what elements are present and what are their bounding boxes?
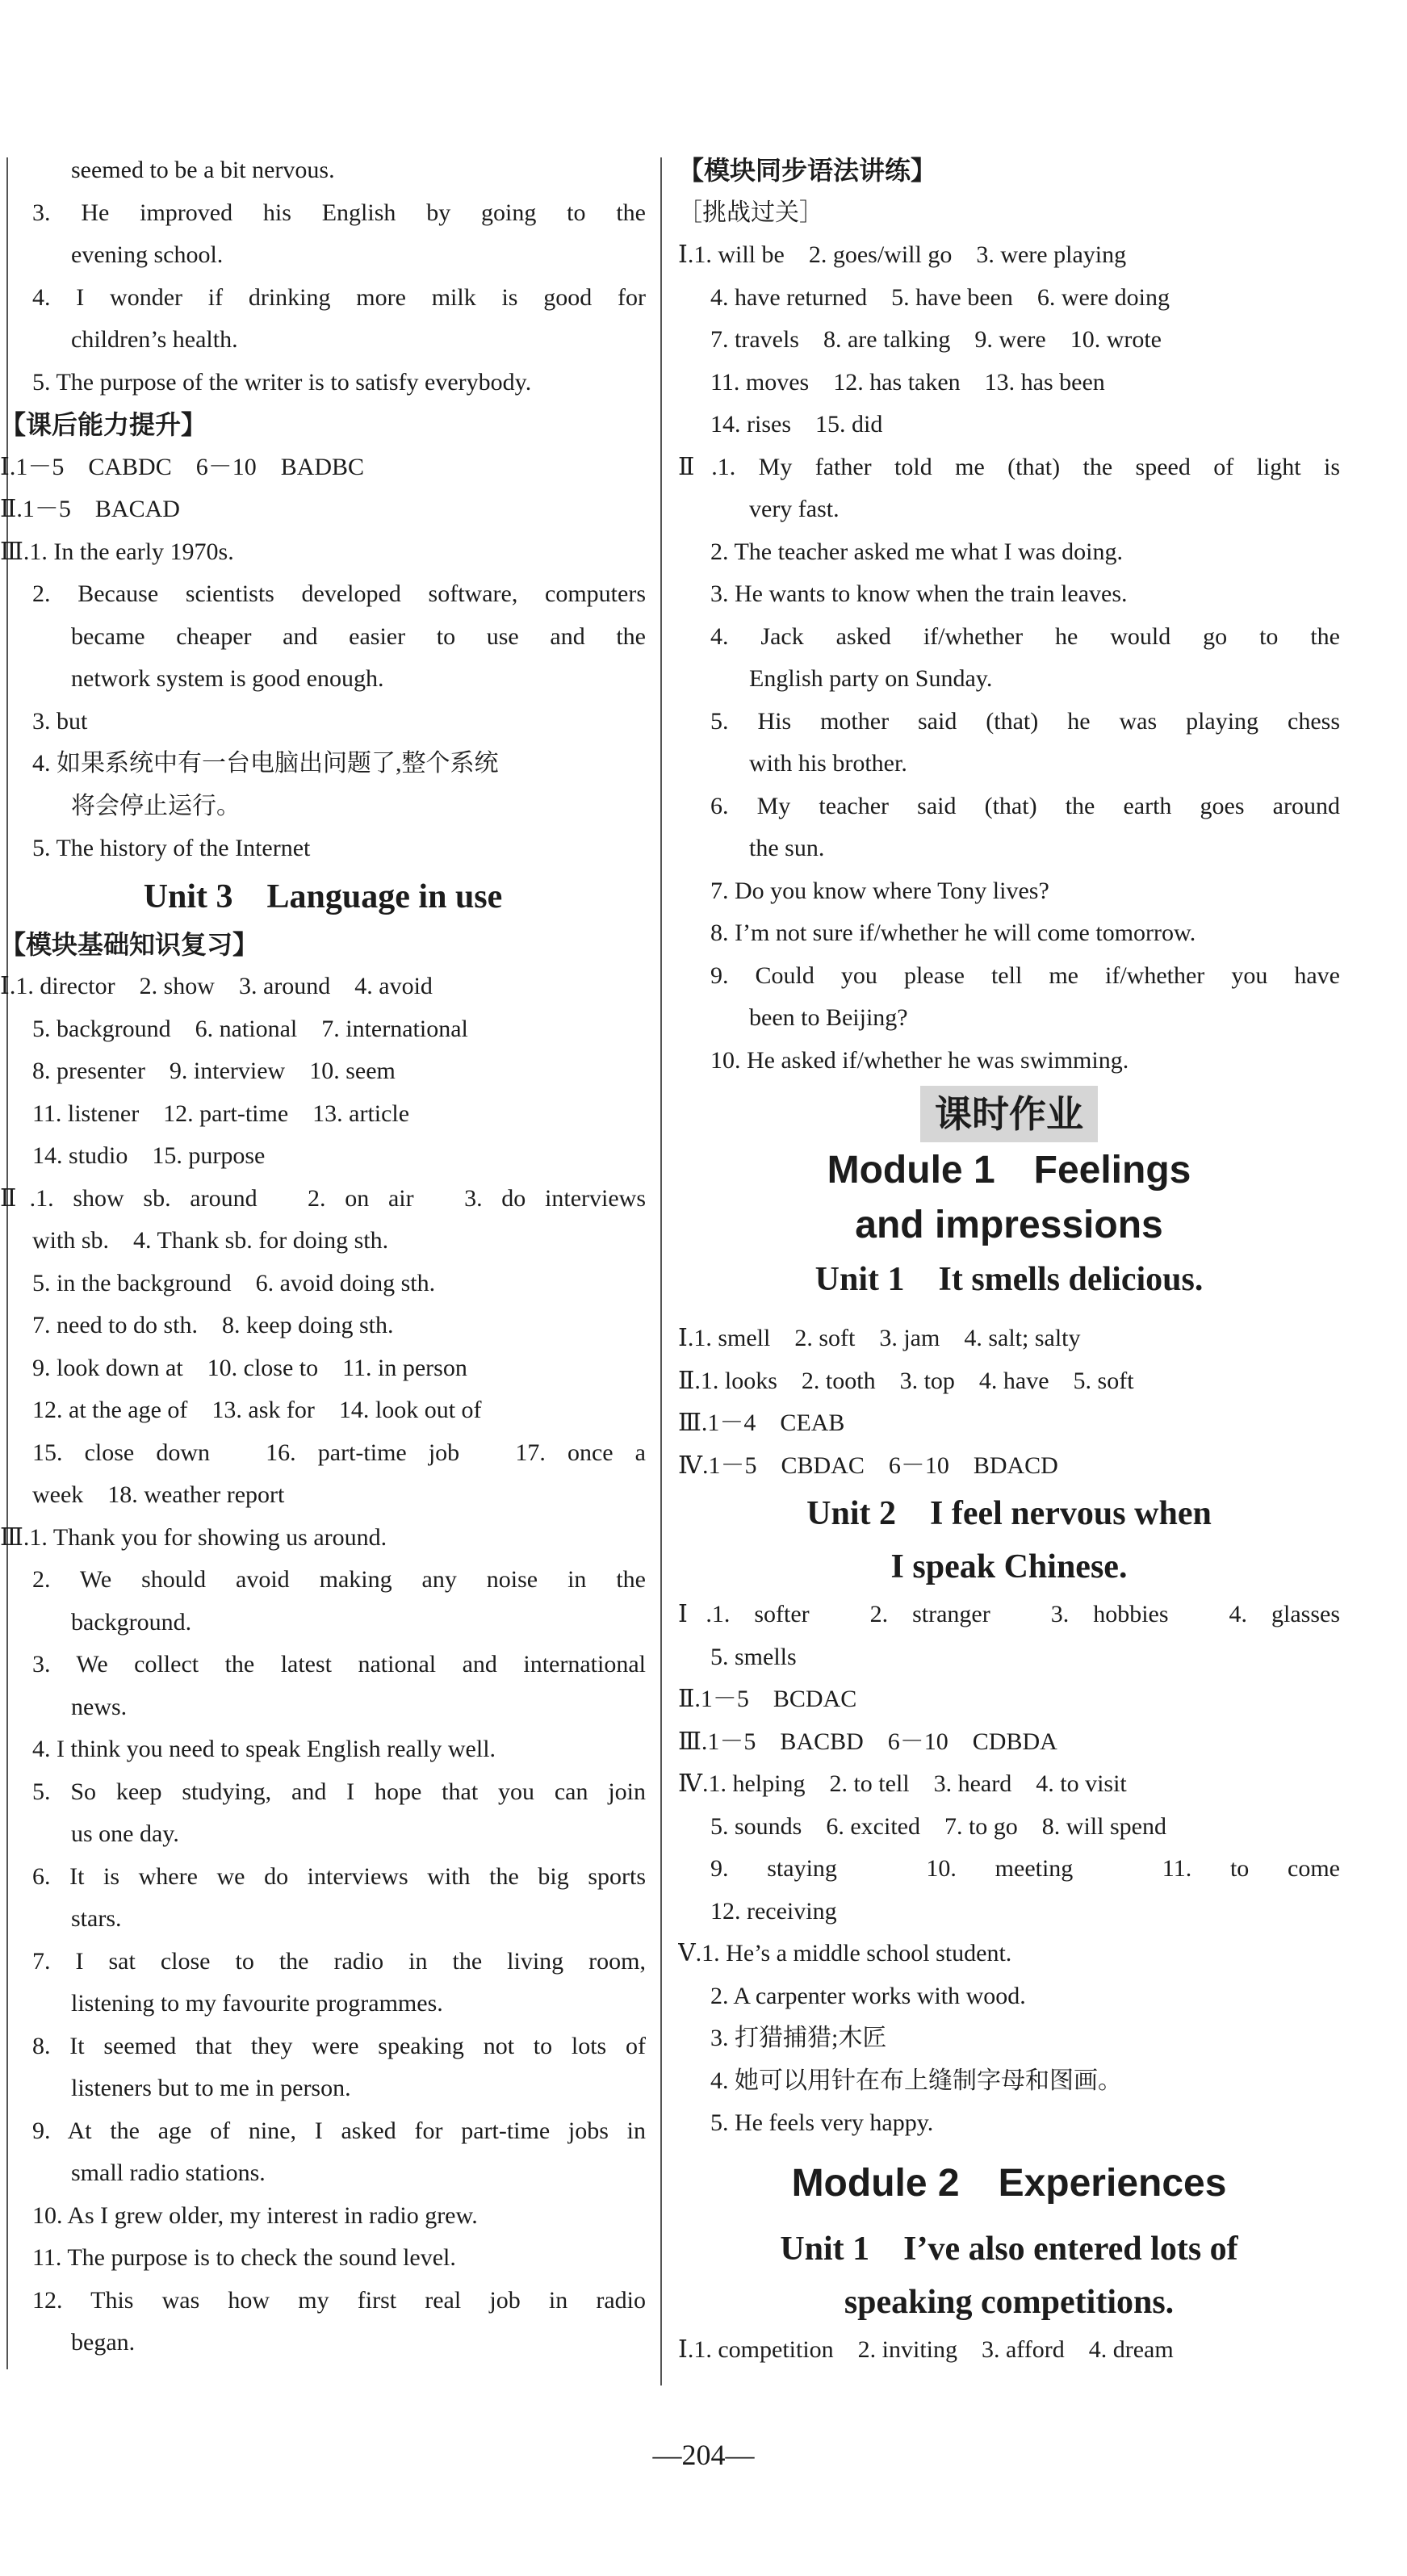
spacer bbox=[678, 2145, 1340, 2156]
answer-line: 2. We should avoid making any noise in the bbox=[32, 1566, 646, 1593]
answer-line: 4. 如果系统中有一台电脑出问题了,整个系统 bbox=[32, 750, 499, 777]
answer-line: began. bbox=[71, 2329, 136, 2356]
answer-line: Ⅰ.1. softer 2. stranger 3. hobbies 4. glasses bbox=[678, 1601, 1340, 1627]
answer-line: 14. studio 15. purpose bbox=[32, 1142, 266, 1169]
answer-line: 12. receiving bbox=[710, 1897, 837, 1925]
answer-line: Ⅰ.1. competition 2. inviting 3. afford 4. dream bbox=[678, 2335, 1174, 2363]
answer-line: listeners but to me in person. bbox=[71, 2075, 351, 2101]
answer-line: 3. 打猎捕猎;木匠 bbox=[710, 2025, 887, 2051]
answer-line: Ⅱ.1. show sb. around 2. on air 3. do interviews bbox=[0, 1184, 646, 1212]
answer-line: 7. travels 8. are talking 9. were 10. wrote bbox=[710, 326, 1162, 353]
spacer bbox=[678, 2211, 1340, 2222]
answer-line: Ⅱ.1. looks 2. tooth 3. top 4. have 5. soft bbox=[678, 1367, 1134, 1394]
answer-line: 6. My teacher said (that) the earth goes around bbox=[710, 792, 1340, 819]
answer-line: 11. The purpose is to check the sound level. bbox=[32, 2244, 456, 2271]
answer-line: 9. look down at 10. close to 11. in person bbox=[32, 1354, 467, 1381]
answer-line: 8. presenter 9. interview 10. seem bbox=[32, 1058, 396, 1084]
answer-line: 9. At the age of nine, I asked for part-time jobs in bbox=[32, 2117, 646, 2144]
section-heading: 【课后能力提升】 bbox=[0, 409, 207, 440]
answer-line: background. bbox=[71, 1608, 192, 1636]
module-heading: Module 2 Experiences bbox=[791, 2161, 1227, 2205]
answer-line: Ⅳ.1－5 CBDAC 6－10 BDACD bbox=[678, 1451, 1058, 1479]
answer-line: 将会停止运行。 bbox=[71, 792, 241, 819]
answer-line: with sb. 4. Thank sb. for doing sth. bbox=[32, 1227, 389, 1254]
section-banner bbox=[678, 1082, 1340, 1143]
page-number: —204— bbox=[652, 2439, 755, 2471]
answer-line: children’s health. bbox=[71, 326, 238, 353]
answer-line: 12. This was how my first real job in radio bbox=[32, 2286, 646, 2314]
answer-line: 9. Could you please tell me if/whether you have bbox=[710, 961, 1340, 989]
answer-line: 5. in the background 6. avoid doing sth. bbox=[32, 1269, 436, 1296]
answer-line: 5. So keep studying, and I hope that you can join bbox=[32, 1778, 646, 1805]
module-heading: and impressions bbox=[855, 1204, 1163, 1246]
answer-line: network system is good enough. bbox=[71, 665, 384, 692]
answer-line: news. bbox=[71, 1693, 128, 1720]
answer-line: 4. have returned 5. have been 6. were doing bbox=[710, 283, 1170, 311]
answer-line: 4. I think you need to speak English really well. bbox=[32, 1736, 496, 1762]
answer-line: 9. staying 10. meeting 11. to come bbox=[710, 1855, 1340, 1882]
answer-line: Ⅲ.1－4 CEAB bbox=[678, 1409, 845, 1436]
answer-line: English party on Sunday. bbox=[749, 665, 993, 692]
answer-line: 8. It seemed that they were speaking not to lots of bbox=[32, 2032, 646, 2059]
answer-line: 5. His mother said (that) he was playing chess bbox=[710, 707, 1340, 735]
section-banner-label: 课时作业 bbox=[920, 1086, 1098, 1142]
answer-line: 5. The purpose of the writer is to satisfy everybody. bbox=[32, 368, 532, 396]
answer-line: very fast. bbox=[749, 496, 840, 522]
right-column bbox=[678, 149, 1340, 2371]
answer-line: 3. He wants to know when the train leaves. bbox=[710, 580, 1128, 607]
answer-line: 11. listener 12. part-time 13. article bbox=[32, 1100, 410, 1127]
answer-line: 10. He asked if/whether he was swimming. bbox=[710, 1046, 1129, 1074]
answer-line: 7. Do you know where Tony lives? bbox=[710, 877, 1049, 904]
answer-line: 12. at the age of 13. ask for 14. look out of bbox=[32, 1397, 482, 1423]
answer-line: 2. A carpenter works with wood. bbox=[710, 1982, 1026, 2009]
answer-line: 2. The teacher asked me what I was doing. bbox=[710, 538, 1123, 565]
answer-line: Ⅲ.1. In the early 1970s. bbox=[0, 538, 234, 565]
answer-line: been to Beijing? bbox=[749, 1004, 908, 1031]
answer-line: 14. rises 15. did bbox=[710, 411, 883, 438]
answer-line: evening school. bbox=[71, 241, 224, 268]
answer-line: 4. I wonder if drinking more milk is good for bbox=[32, 283, 646, 311]
answer-line: 8. I’m not sure if/whether he will come tomorrow. bbox=[710, 919, 1196, 946]
answer-line: 5. The history of the Internet bbox=[32, 835, 311, 861]
answer-line: 15. close down 16. part-time job 17. once a bbox=[32, 1439, 646, 1466]
answer-line: Ⅳ.1. helping 2. to tell 3. heard 4. to visit bbox=[678, 1770, 1127, 1797]
answer-line: 3. but bbox=[32, 707, 88, 735]
answer-line: Ⅲ.1. Thank you for showing us around. bbox=[0, 1523, 387, 1551]
section-heading: 【模块基础知识复习】 bbox=[0, 928, 259, 960]
answer-line: Ⅰ.1. will be 2. goes/will go 3. were playing bbox=[678, 241, 1127, 268]
answer-line: listening to my favourite programmes. bbox=[71, 1990, 443, 2017]
answer-line: Ⅱ.1－5 BCDAC bbox=[678, 1686, 857, 1712]
answer-line: became cheaper and easier to use and the bbox=[71, 622, 646, 650]
answer-line: the sun. bbox=[749, 835, 825, 861]
answer-line: week 18. weather report bbox=[32, 1481, 285, 1508]
answer-line: 3. He improved his English by going to the bbox=[32, 199, 646, 226]
answer-line: Ⅴ.1. He’s a middle school student. bbox=[678, 1940, 1012, 1967]
answer-line: with his brother. bbox=[749, 750, 907, 777]
column-divider bbox=[660, 157, 662, 2385]
section-heading: 【模块同步语法讲练】 bbox=[678, 155, 937, 186]
answer-line: 7. need to do sth. 8. keep doing sth. bbox=[32, 1312, 394, 1338]
answer-line: Ⅱ.1. My father told me (that) the speed of light is bbox=[678, 453, 1340, 480]
answer-line: 7. I sat close to the radio in the living room, bbox=[32, 1947, 646, 1975]
answer-line: us one day. bbox=[71, 1820, 179, 1847]
answer-line: 5. smells bbox=[710, 1643, 797, 1670]
answer-line: 3. We collect the latest national and international bbox=[32, 1651, 646, 1678]
unit-heading: Unit 2 I feel nervous when bbox=[806, 1495, 1212, 1532]
module-heading: Module 1 Feelings bbox=[827, 1149, 1191, 1192]
answer-line: Ⅰ.1－5 CABDC 6－10 BADBC bbox=[0, 453, 365, 480]
answer-line: Ⅱ.1－5 BACAD bbox=[0, 496, 180, 522]
answer-line: 10. As I grew older, my interest in radio grew. bbox=[32, 2201, 478, 2229]
unit-heading: I speak Chinese. bbox=[890, 1548, 1128, 1585]
answer-line: 4. Jack asked if/whether he would go to the bbox=[710, 622, 1340, 650]
left-column bbox=[0, 149, 646, 2364]
answer-line: 5. background 6. national 7. international bbox=[32, 1015, 468, 1042]
answer-line: 2. Because scientists developed software, computers bbox=[32, 580, 646, 607]
answer-line: 11. moves 12. has taken 13. has been bbox=[710, 368, 1105, 396]
unit-heading: Unit 3 Language in use bbox=[143, 878, 503, 915]
answer-line: 6. It is where we do interviews with the big sports bbox=[32, 1862, 646, 1890]
answer-line: Ⅰ.1. smell 2. soft 3. jam 4. salt; salty bbox=[678, 1325, 1081, 1351]
spacer bbox=[678, 1306, 1340, 1317]
answer-line: Ⅰ.1. director 2. show 3. around 4. avoid bbox=[0, 973, 433, 999]
answer-line: Ⅲ.1－5 BACBD 6－10 CDBDA bbox=[678, 1728, 1057, 1755]
answer-line: small radio stations. bbox=[71, 2159, 266, 2186]
answer-line: 5. He feels very happy. bbox=[710, 2109, 934, 2136]
answer-line: 5. sounds 6. excited 7. to go 8. will spend bbox=[710, 1812, 1166, 1840]
subsection-heading: ［挑战过关］ bbox=[678, 198, 823, 227]
unit-heading: Unit 1 I’ve also entered lots of bbox=[780, 2230, 1238, 2268]
answer-line: seemed to be a bit nervous. bbox=[71, 157, 335, 183]
unit-heading: Unit 1 It smells delicious. bbox=[814, 1261, 1204, 1298]
unit-heading: speaking competitions. bbox=[844, 2283, 1175, 2321]
answer-line: stars. bbox=[71, 1905, 122, 1932]
answer-line: 4. 她可以用针在布上缝制字母和图画。 bbox=[710, 2067, 1122, 2094]
